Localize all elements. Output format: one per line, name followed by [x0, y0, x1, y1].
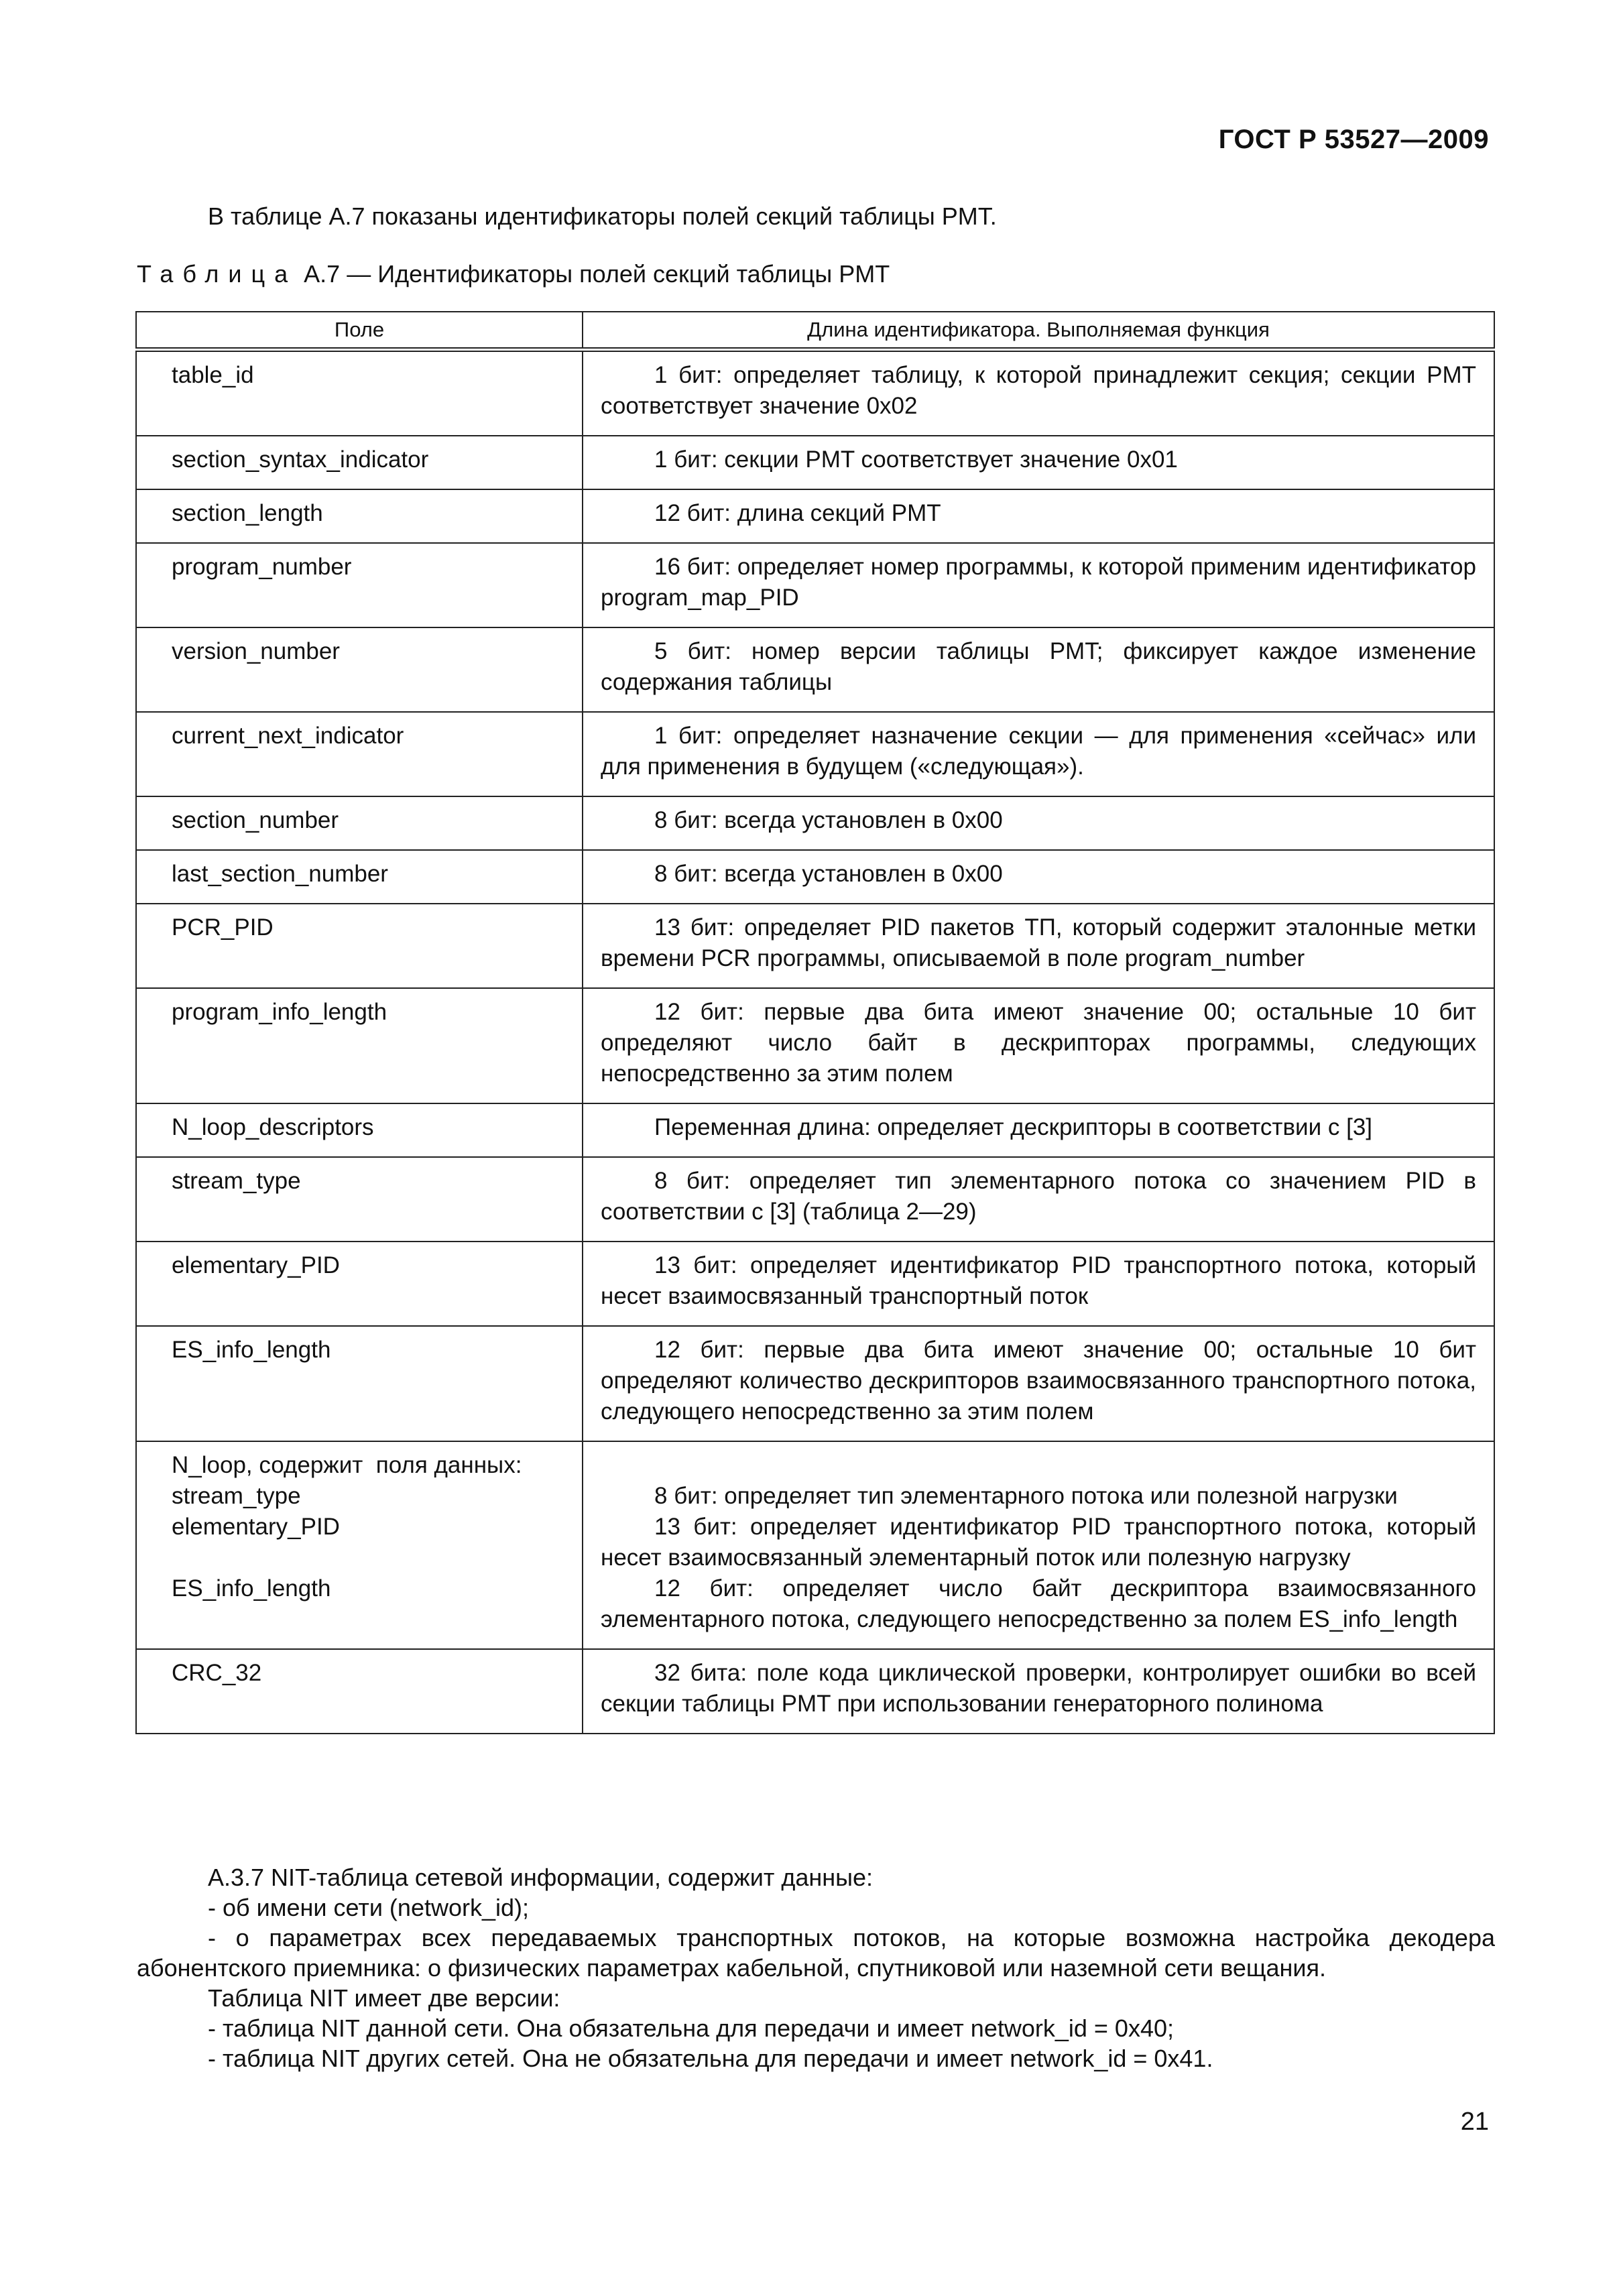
description-cell	[583, 988, 1494, 1103]
description-cell	[583, 1103, 1494, 1157]
field-cell: stream_type	[136, 1157, 583, 1242]
table-row	[136, 489, 1494, 543]
description-text: 1 бит: секции PMT соответствует значение 0x01	[654, 446, 1178, 473]
column-header-field: Поле	[136, 312, 583, 350]
section-heading: А.3.7 NIT-таблица сетевой информации, содержит данные:	[208, 1864, 874, 1891]
field-cell: elementary_PID	[136, 1242, 583, 1326]
field-cell: PCR_PID	[136, 904, 583, 988]
field-line: ES_info_length	[172, 1575, 331, 1602]
field-cell: section_syntax_indicator	[136, 436, 583, 489]
field-cell: last_section_number	[136, 850, 583, 904]
description-cell	[583, 350, 1494, 436]
field-line: elementary_PID	[172, 1514, 340, 1540]
intro-paragraph: В таблице А.7 показаны идентификаторы полей секций таблицы PMT.	[208, 202, 997, 230]
description-cell	[583, 712, 1494, 796]
description-text: 32 бита: поле кода циклической проверки, контролирует ошибки во всей секции таблицы PMT при использовании генераторного полинома	[601, 1660, 1476, 1717]
table-row	[136, 988, 1494, 1103]
field-cell: section_length	[136, 489, 583, 543]
description-text: 8 бит: определяет тип элементарного потока или полезной нагрузки	[654, 1483, 1398, 1509]
description-cell	[583, 436, 1494, 489]
table-row	[136, 543, 1494, 627]
description-cell	[583, 1242, 1494, 1326]
table-row	[136, 627, 1494, 712]
description-text: 8 бит: всегда установлен в 0x00	[654, 861, 1003, 887]
field-cell: version_number	[136, 627, 583, 712]
table-row	[136, 1157, 1494, 1242]
paragraph: Таблица NIT имеет две версии:	[208, 1984, 560, 2012]
list-item: - о параметрах всех передаваемых транспортных потоков, на которые возможна настройка декодера абонентского приемника: о физических параметрах кабельной, спутниковой или наземной сети вещания.	[137, 1924, 1495, 1982]
field-cell: program_number	[136, 543, 583, 627]
table-row	[136, 1326, 1494, 1441]
description-text: 1 бит: определяет таблицу, к которой принадлежит секция; секции PMT соответствует значение 0x02	[601, 362, 1476, 419]
description-text: 16 бит: определяет номер программы, к которой применим идентификатор program_map_PID	[601, 554, 1476, 611]
description-text: 5 бит: номер версии таблицы PMT; фиксирует каждое изменение содержания таблицы	[601, 638, 1476, 695]
table-caption-text: А.7 — Идентификаторы полей секций таблицы PMT	[304, 260, 890, 288]
description-text: 12 бит: первые два бита имеют значение 00; остальные 10 бит определяют число байт в дескрипторах программы, следующих непосредственно за этим полем	[601, 999, 1476, 1087]
description-text: 8 бит: определяет тип элементарного потока со значением PID в соответствии с [3] (таблица 2—29)	[601, 1168, 1476, 1225]
nit-section	[137, 1862, 1495, 2073]
table-caption-label: Таблица	[137, 260, 298, 288]
table-row	[136, 712, 1494, 796]
table-row-nloop	[136, 1441, 1494, 1649]
description-text: Переменная длина: определяет дескрипторы в соответствии с [3]	[654, 1114, 1373, 1140]
table-caption	[137, 260, 890, 288]
table-row	[136, 1649, 1494, 1734]
table-header-row	[136, 312, 1494, 350]
table-row	[136, 796, 1494, 850]
table-row	[136, 436, 1494, 489]
description-text: 13 бит: определяет идентификатор PID транспортного потока, который несет взаимосвязанный транспортный поток	[601, 1252, 1476, 1309]
description-cell	[583, 1441, 1494, 1649]
table-row	[136, 1242, 1494, 1326]
document-code: ГОСТ Р 53527—2009	[1218, 125, 1489, 154]
field-cell: ES_info_length	[136, 1326, 583, 1441]
table-row	[136, 350, 1494, 436]
description-text: 12 бит: длина секций PMT	[654, 500, 941, 526]
page-number: 21	[1460, 2108, 1489, 2136]
pmt-fields-table	[135, 311, 1495, 1734]
field-cell: current_next_indicator	[136, 712, 583, 796]
description-cell	[583, 489, 1494, 543]
table-row	[136, 1103, 1494, 1157]
field-line: stream_type	[172, 1483, 301, 1509]
table-row	[136, 904, 1494, 988]
description-text: 1 бит: определяет назначение секции — для применения «сейчас» или для применения в будущем («следующая»).	[601, 723, 1476, 780]
description-text: 12 бит: первые два бита имеют значение 00; остальные 10 бит определяют количество дескрипторов взаимосвязанного транспортного потока, следующего непосредственно за этим полем	[601, 1337, 1476, 1425]
description-text: 13 бит: определяет идентификатор PID транспортного потока, который несет взаимосвязанный элементарный поток или полезную нагрузку	[601, 1514, 1476, 1571]
field-cell: CRC_32	[136, 1649, 583, 1734]
field-cell	[136, 1441, 583, 1649]
list-item: - таблица NIT данной сети. Она обязательна для передачи и имеет network_id = 0x40;	[208, 2014, 1174, 2042]
list-item: - об имени сети (network_id);	[208, 1894, 530, 1921]
column-header-function: Длина идентификатора. Выполняемая функция	[583, 312, 1494, 350]
description-cell	[583, 850, 1494, 904]
pmt-table-wrapper	[135, 311, 1494, 1734]
field-cell: program_info_length	[136, 988, 583, 1103]
field-cell: table_id	[136, 350, 583, 436]
description-cell	[583, 1649, 1494, 1734]
field-cell: section_number	[136, 796, 583, 850]
field-line: N_loop, содержит поля данных:	[172, 1452, 522, 1478]
table-row	[136, 850, 1494, 904]
description-cell	[583, 904, 1494, 988]
description-cell	[583, 796, 1494, 850]
description-cell	[583, 1157, 1494, 1242]
list-item: - таблица NIT других сетей. Она не обязательна для передачи и имеет network_id = 0x41.	[208, 2045, 1213, 2072]
description-text: 8 бит: всегда установлен в 0x00	[654, 807, 1003, 833]
description-text: 13 бит: определяет PID пакетов ТП, который содержит эталонные метки времени PCR программы, описываемой в поле program_number	[601, 914, 1476, 971]
field-cell: N_loop_descriptors	[136, 1103, 583, 1157]
description-spacer	[601, 1450, 1476, 1481]
description-cell	[583, 627, 1494, 712]
description-text: 12 бит: определяет число байт дескриптора взаимосвязанного элементарного потока, следующего непосредственно за полем ES_info_length	[601, 1575, 1476, 1632]
field-spacer	[172, 1543, 563, 1573]
description-cell	[583, 543, 1494, 627]
description-cell	[583, 1326, 1494, 1441]
